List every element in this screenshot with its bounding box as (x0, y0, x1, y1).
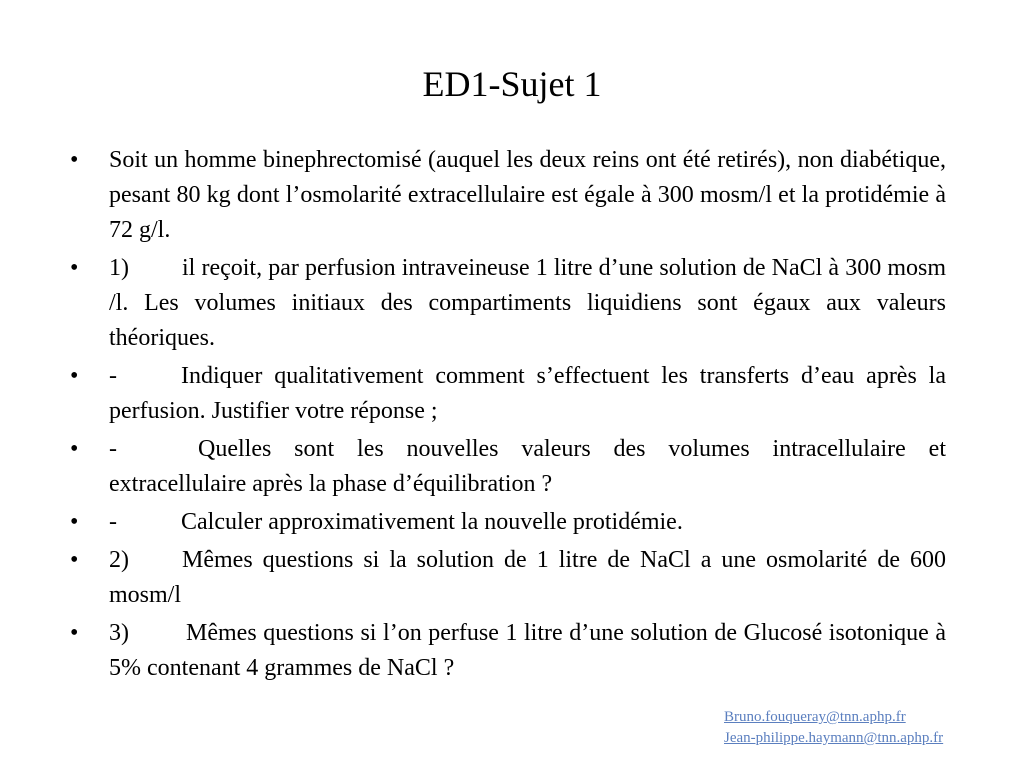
item-text: Mêmes questions si l’on perfuse 1 litre d’une solution de Glucosé isotonique à 5% contenant 4 grammes de NaCl ? (109, 620, 952, 681)
footer-links (724, 707, 943, 749)
list-item (70, 359, 952, 429)
item-text: Soit un homme binephrectomisé (auquel les deux reins ont été retirés), non diabétique, pesant 80 kg dont l’osmolarité extracellulaire est égale à 300 mosm/l et la protidémie à 72 g/l. (109, 147, 952, 243)
item-text: Mêmes questions si la solution de 1 litre de NaCl a une osmolarité de 600 mosm/l (109, 547, 952, 608)
item-text: il reçoit, par perfusion intraveineuse 1 litre d’une solution de NaCl à 300 mosm /l. Les volumes initiaux des compartiments liquidiens sont égaux aux valeurs théoriques. (109, 255, 952, 351)
email-link-jean-philippe[interactable]: Jean-philippe.haymann@tnn.aphp.fr (724, 730, 944, 746)
list-item (70, 543, 952, 613)
list-item (70, 251, 952, 356)
list-item (70, 505, 946, 540)
item-marker: 1) (109, 255, 129, 281)
item-marker: - (109, 363, 117, 389)
list-item (70, 143, 952, 248)
item-text: Calculer approximativement la nouvelle protidémie. (181, 509, 683, 535)
item-marker: 3) (109, 620, 129, 646)
item-text: Quelles sont les nouvelles valeurs des volumes intracellulaire et extracellulaire après la phase d’équilibration ? (109, 436, 952, 497)
item-marker: - (109, 509, 117, 535)
item-marker: 2) (109, 547, 129, 573)
item-marker: - (109, 436, 117, 462)
item-text: Indiquer qualitativement comment s’effectuent les transferts d’eau après la perfusion. Justifier votre réponse ; (109, 363, 952, 424)
list-item (70, 432, 952, 502)
list-item (70, 616, 952, 686)
email-link-bruno[interactable]: Bruno.fouqueray@tnn.aphp.fr (724, 709, 906, 725)
slide-title: ED1-Sujet 1 (422, 64, 602, 104)
bullet-list (70, 143, 952, 689)
